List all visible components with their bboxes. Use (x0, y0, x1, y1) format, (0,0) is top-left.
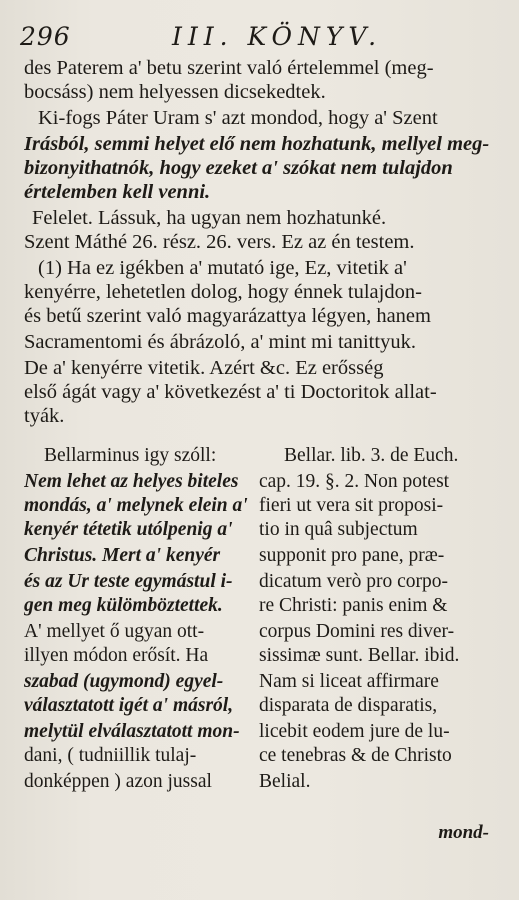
catchword: mond- (438, 822, 489, 843)
left-column-line: mondás, a' melynek elein a' (24, 495, 248, 516)
left-column-line: és az Ur teste egymástul i- (24, 571, 233, 592)
text-line: (1) Ha ez igékben a' mutató ige, Ez, vitetik a' (38, 257, 407, 279)
text-line: Irásból, semmi helyet elő nem hozhatunk, mellyel meg- (24, 133, 490, 155)
text-line: De a' kenyérre vitetik. Azért &c. Ez erősség (24, 357, 384, 379)
text-line: értelemben kell venni. (24, 181, 211, 203)
left-column-line: A' mellyet ő ugyan ott- (24, 621, 205, 642)
text-line: Szent Máthé 26. rész. 26. vers. Ez az én testem. (24, 231, 415, 253)
left-column-line: Bellarminus igy szóll: (44, 445, 217, 466)
text-line: első ágát vagy a' következést a' ti Doctoritok allat- (24, 381, 437, 403)
text-line: kenyérre, lehetetlen dolog, hogy énnek tulajdon- (24, 281, 422, 303)
right-column-line: re Christi: panis enim & (259, 595, 448, 616)
text-line: bizonyithatnók, hogy ezeket a' szókat nem tulajdon (24, 157, 453, 179)
left-column-line: melytül elválasztatott mon- (24, 721, 240, 742)
right-column-line: supponit pro pane, præ- (259, 545, 445, 566)
left-column-line: szabad (ugymond) egyel- (24, 671, 224, 692)
text-line: Sacramentomi és ábrázoló, a' mint mi tanittyuk. (24, 331, 416, 353)
text-line: Ki-fogs Páter Uram s' azt mondod, hogy a' Szent (38, 107, 438, 129)
right-column-line: disparata de disparatis, (259, 695, 438, 716)
text-line: bocsáss) nem helyessen dicsekedtek. (24, 81, 326, 103)
left-column-line: kenyér tétetik utólpenig a' (24, 519, 233, 540)
right-column-line: sissimæ sunt. Bellar. ibid. (259, 645, 460, 666)
page-number: 296 (20, 22, 71, 51)
left-column-line: gen meg külömböztettek. (24, 595, 223, 616)
left-column-line: választatott igét a' másról, (24, 695, 234, 716)
right-column-line: corpus Domini res diver- (259, 621, 455, 642)
right-column-line: fieri ut vera sit proposi- (259, 495, 444, 516)
right-column-line: Belial. (259, 771, 311, 792)
left-column-line: illyen módon erősít. Ha (24, 645, 209, 666)
right-column-line: cap. 19. §. 2. Non potest (259, 471, 450, 492)
running-head: III. KÖNYV. (172, 22, 383, 51)
right-column-line: tio in quâ subjectum (259, 519, 418, 540)
text-line: Felelet. Lássuk, ha ugyan nem hozhatunké. (32, 207, 387, 229)
text-line: tyák. (24, 405, 65, 427)
right-column-line: ce tenebras & de Christo (259, 745, 452, 766)
right-column-line: licebit eodem jure de lu- (259, 721, 450, 742)
right-column-line: Bellar. lib. 3. de Euch. (284, 445, 459, 466)
left-column-line: Nem lehet az helyes biteles (24, 471, 239, 492)
text-line: és betű szerint való magyarázattya légyen, hanem (24, 305, 431, 327)
page-header (20, 22, 500, 54)
left-column-line: Christus. Mert a' kenyér (24, 545, 221, 566)
left-column-line: dani, ( tudniillik tulaj- (24, 745, 197, 766)
left-column-line: donképpen ) azon jussal (24, 771, 212, 792)
right-column-line: dicatum verò pro corpo- (259, 571, 448, 592)
right-column-line: Nam si liceat affirmare (259, 671, 439, 692)
text-line: des Paterem a' betu szerint való értelemmel (meg- (24, 57, 434, 79)
